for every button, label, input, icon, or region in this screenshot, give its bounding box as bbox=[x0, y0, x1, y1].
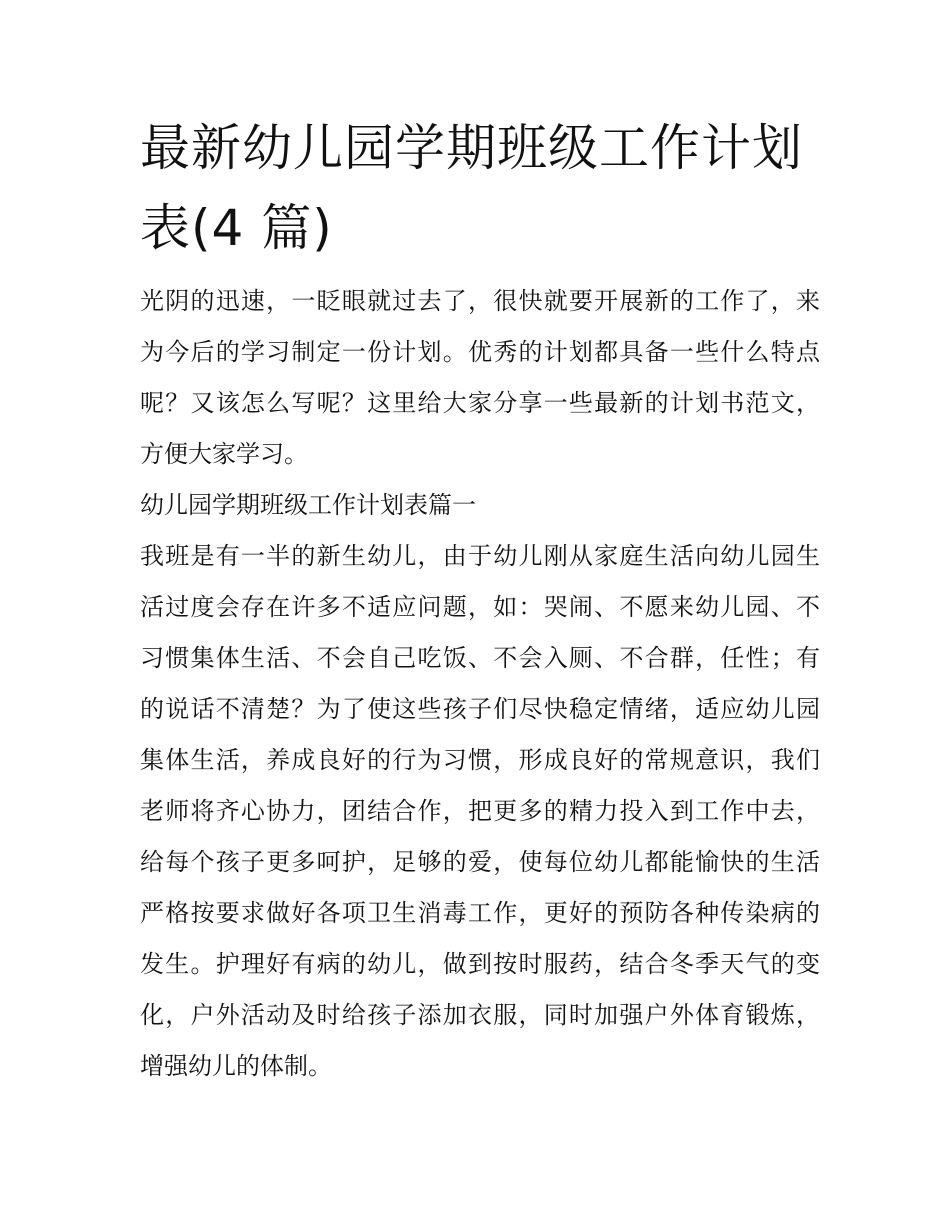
intro-line: 方便大家学习。 bbox=[140, 440, 308, 468]
section-heading-text: 幼儿园学期班级工作计划表篇一 bbox=[140, 491, 476, 519]
intro-line: 光阴的迅速，一眨眼就过去了，很快就要开展新的工作了，来 bbox=[140, 287, 820, 315]
title-line-1: 最新幼儿园学期班级工作计划 bbox=[140, 119, 803, 177]
document-title bbox=[140, 108, 820, 268]
section-line: 老师将齐心协力，团结合作，把更多的精力投入到工作中去， bbox=[140, 797, 820, 825]
section-paragraph bbox=[140, 531, 820, 1092]
section-line: 我班是有一半的新生幼儿，由于幼儿刚从家庭生活向幼儿园生 bbox=[140, 542, 820, 570]
section-line: 化，户外活动及时给孩子添加衣服，同时加强户外体育锻炼， bbox=[140, 1001, 820, 1029]
section-line: 集体生活，养成良好的行为习惯，形成良好的常规意识，我们 bbox=[140, 746, 820, 774]
section-line: 给每个孩子更多呵护，足够的爱，使每位幼儿都能愉快的生活 bbox=[140, 848, 820, 876]
section-heading bbox=[140, 480, 820, 531]
section-line: 活过度会存在许多不适应问题，如：哭闹、不愿来幼儿园、不 bbox=[140, 593, 820, 621]
section-line: 严格按要求做好各项卫生消毒工作，更好的预防各种传染病的 bbox=[140, 899, 820, 927]
intro-line: 呢？又该怎么写呢？这里给大家分享一些最新的计划书范文， bbox=[140, 389, 820, 417]
intro-line: 为今后的学习制定一份计划。优秀的计划都具备一些什么特点 bbox=[140, 338, 820, 366]
section-line: 发生。护理好有病的幼儿，做到按时服药，结合冬季天气的变 bbox=[140, 950, 820, 978]
title-line-2: 表(4 篇) bbox=[140, 199, 333, 257]
section-line: 增强幼儿的体制。 bbox=[140, 1052, 332, 1080]
section-line: 的说话不清楚？为了使这些孩子们尽快稳定情绪，适应幼儿园 bbox=[140, 695, 820, 723]
section-line: 习惯集体生活、不会自己吃饭、不会入厕、不合群，任性；有 bbox=[140, 644, 820, 672]
intro-paragraph bbox=[140, 276, 820, 480]
